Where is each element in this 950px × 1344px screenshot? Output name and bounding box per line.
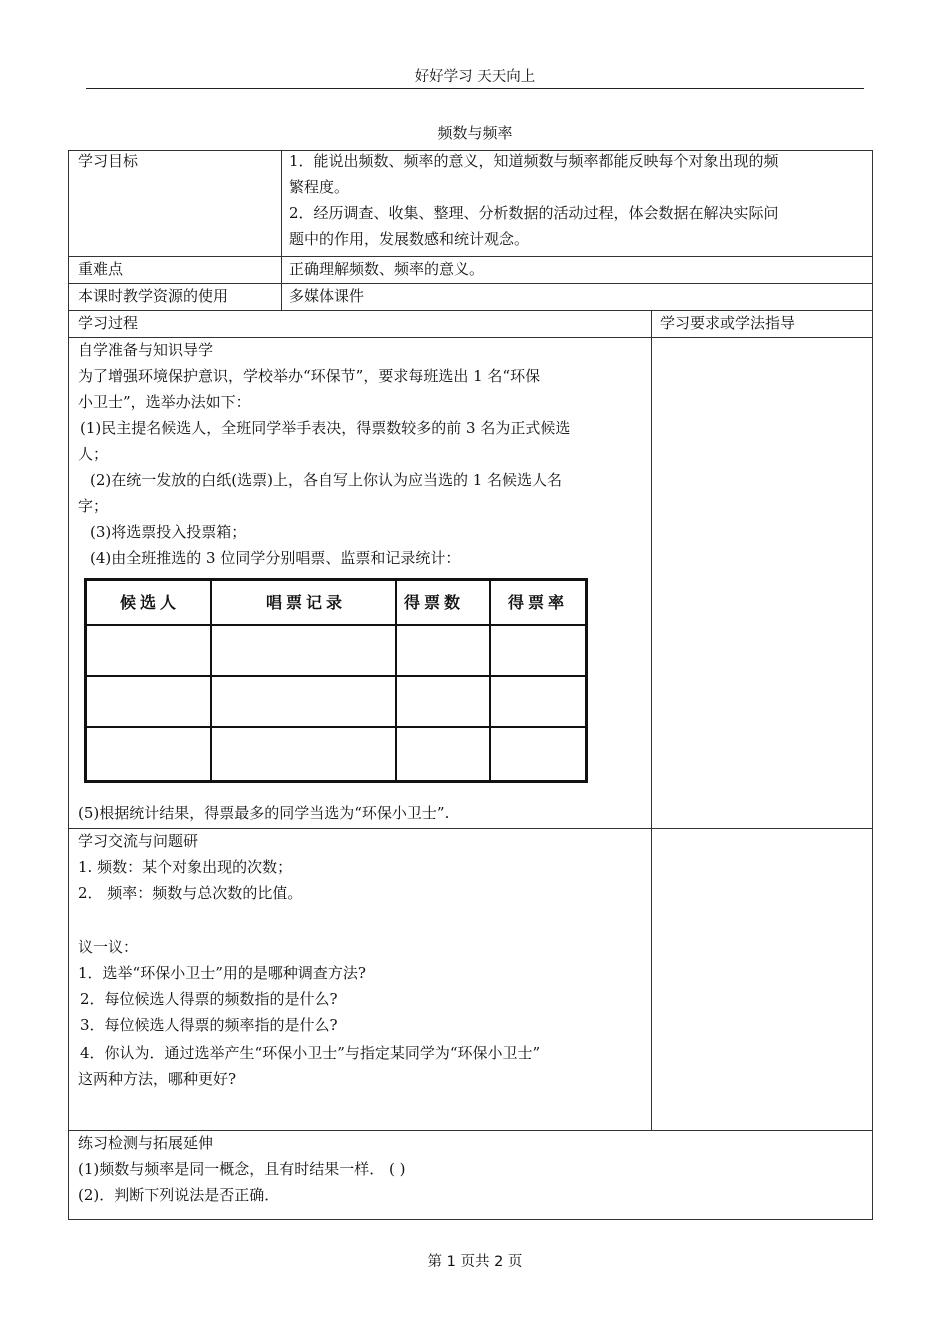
tally-col-line <box>395 578 397 783</box>
question-1: 1．选举“环保小卫士”用的是哪种调查方法? <box>78 964 366 982</box>
process-label: 学习过程 <box>78 314 139 332</box>
question-4-line-1: 4．你认为．通过选举产生“环保小卫士”与指定某同学为“环保小卫士” <box>80 1044 541 1062</box>
tally-header-rate: 得票率 <box>508 593 569 612</box>
definition-relative-frequency: 2． 频率：频数与总次数的比值。 <box>78 884 303 902</box>
guidance-label: 学习要求或学法指导 <box>660 314 796 332</box>
page-footer: 第 1 页共 2 页 <box>427 1254 523 1270</box>
vote-tally-table <box>84 578 590 784</box>
difficulty-label: 重难点 <box>78 260 124 278</box>
objective-1-line-2: 繁程度。 <box>289 178 350 196</box>
difficulty-value: 正确理解频数、频率的意义。 <box>289 260 485 278</box>
question-4-line-2: 这两种方法，哪种更好? <box>78 1070 237 1088</box>
tally-row-line <box>84 675 588 677</box>
resources-label: 本课时教学资源的使用 <box>78 287 229 305</box>
step-5: (5)根据统计结果，得票最多的同学当选为“环保小卫士”. <box>78 804 450 822</box>
tally-col-line <box>489 578 491 783</box>
tally-border-top <box>84 578 588 581</box>
step-3: (3)将选票投入投票箱； <box>90 523 247 541</box>
tally-row-line <box>84 726 588 728</box>
exchange-heading: 学习交流与问题研 <box>78 832 199 850</box>
tally-border-left <box>84 578 87 783</box>
tally-row-line <box>84 624 588 626</box>
tally-col-line <box>210 578 212 783</box>
step-4: (4)由全班推选的 3 位同学分别唱票、监票和记录统计： <box>90 549 461 567</box>
step-2-line-2: 字； <box>78 497 109 515</box>
objective-2-line-1: 2．经历调查、收集、整理、分析数据的活动过程，体会数据在解决实际问 <box>289 204 779 222</box>
tally-border-right <box>585 580 588 783</box>
definition-frequency: 1. 频数：某个对象出现的次数； <box>78 858 293 876</box>
question-2: 2．每位候选人得票的频数指的是什么? <box>80 990 338 1008</box>
practice-item-2: (2)．判断下列说法是否正确． <box>78 1186 280 1204</box>
question-3: 3．每位候选人得票的频率指的是什么? <box>80 1016 338 1034</box>
objectives-label: 学习目标 <box>78 152 139 170</box>
step-1-line-1: (1)民主提名候选人，全班同学举手表决，得票数较多的前 3 名为正式候选 <box>80 419 571 437</box>
column-divider <box>281 150 282 310</box>
objective-1-line-1: 1．能说出频数、频率的意义，知道频数与频率都能反映每个对象出现的频 <box>289 152 779 170</box>
practice-heading: 练习检测与拓展延伸 <box>78 1134 214 1152</box>
objective-2-line-2: 题中的作用，发展数感和统计观念。 <box>289 230 530 248</box>
discuss-heading: 议一议： <box>78 938 139 956</box>
practice-item-1: (1)频数与频率是同一概念，且有时结果一样． ( ) <box>78 1160 406 1178</box>
tally-header-votes: 得票数 <box>404 593 465 612</box>
tally-header-candidate: 候选人 <box>120 593 181 612</box>
column-divider <box>651 310 652 1130</box>
intro-line-2: 小卫士”，选举办法如下： <box>78 393 251 411</box>
tally-header-record: 唱票记录 <box>266 593 347 612</box>
intro-line-1: 为了增强环境保护意识，学校举办“环保节”，要求每班选出 1 名“环保 <box>78 367 541 385</box>
resources-value: 多媒体课件 <box>289 287 365 305</box>
step-2-line-1: (2)在统一发放的白纸(选票)上，各自写上你认为应当选的 1 名候选人名 <box>90 471 563 489</box>
tally-border-bottom <box>84 780 588 783</box>
self-study-heading: 自学准备与知识导学 <box>78 341 214 359</box>
step-1-line-2: 人； <box>78 445 109 463</box>
document-title: 频数与频率 <box>437 124 513 142</box>
page-header: 好好学习 天天向上 <box>86 66 864 89</box>
